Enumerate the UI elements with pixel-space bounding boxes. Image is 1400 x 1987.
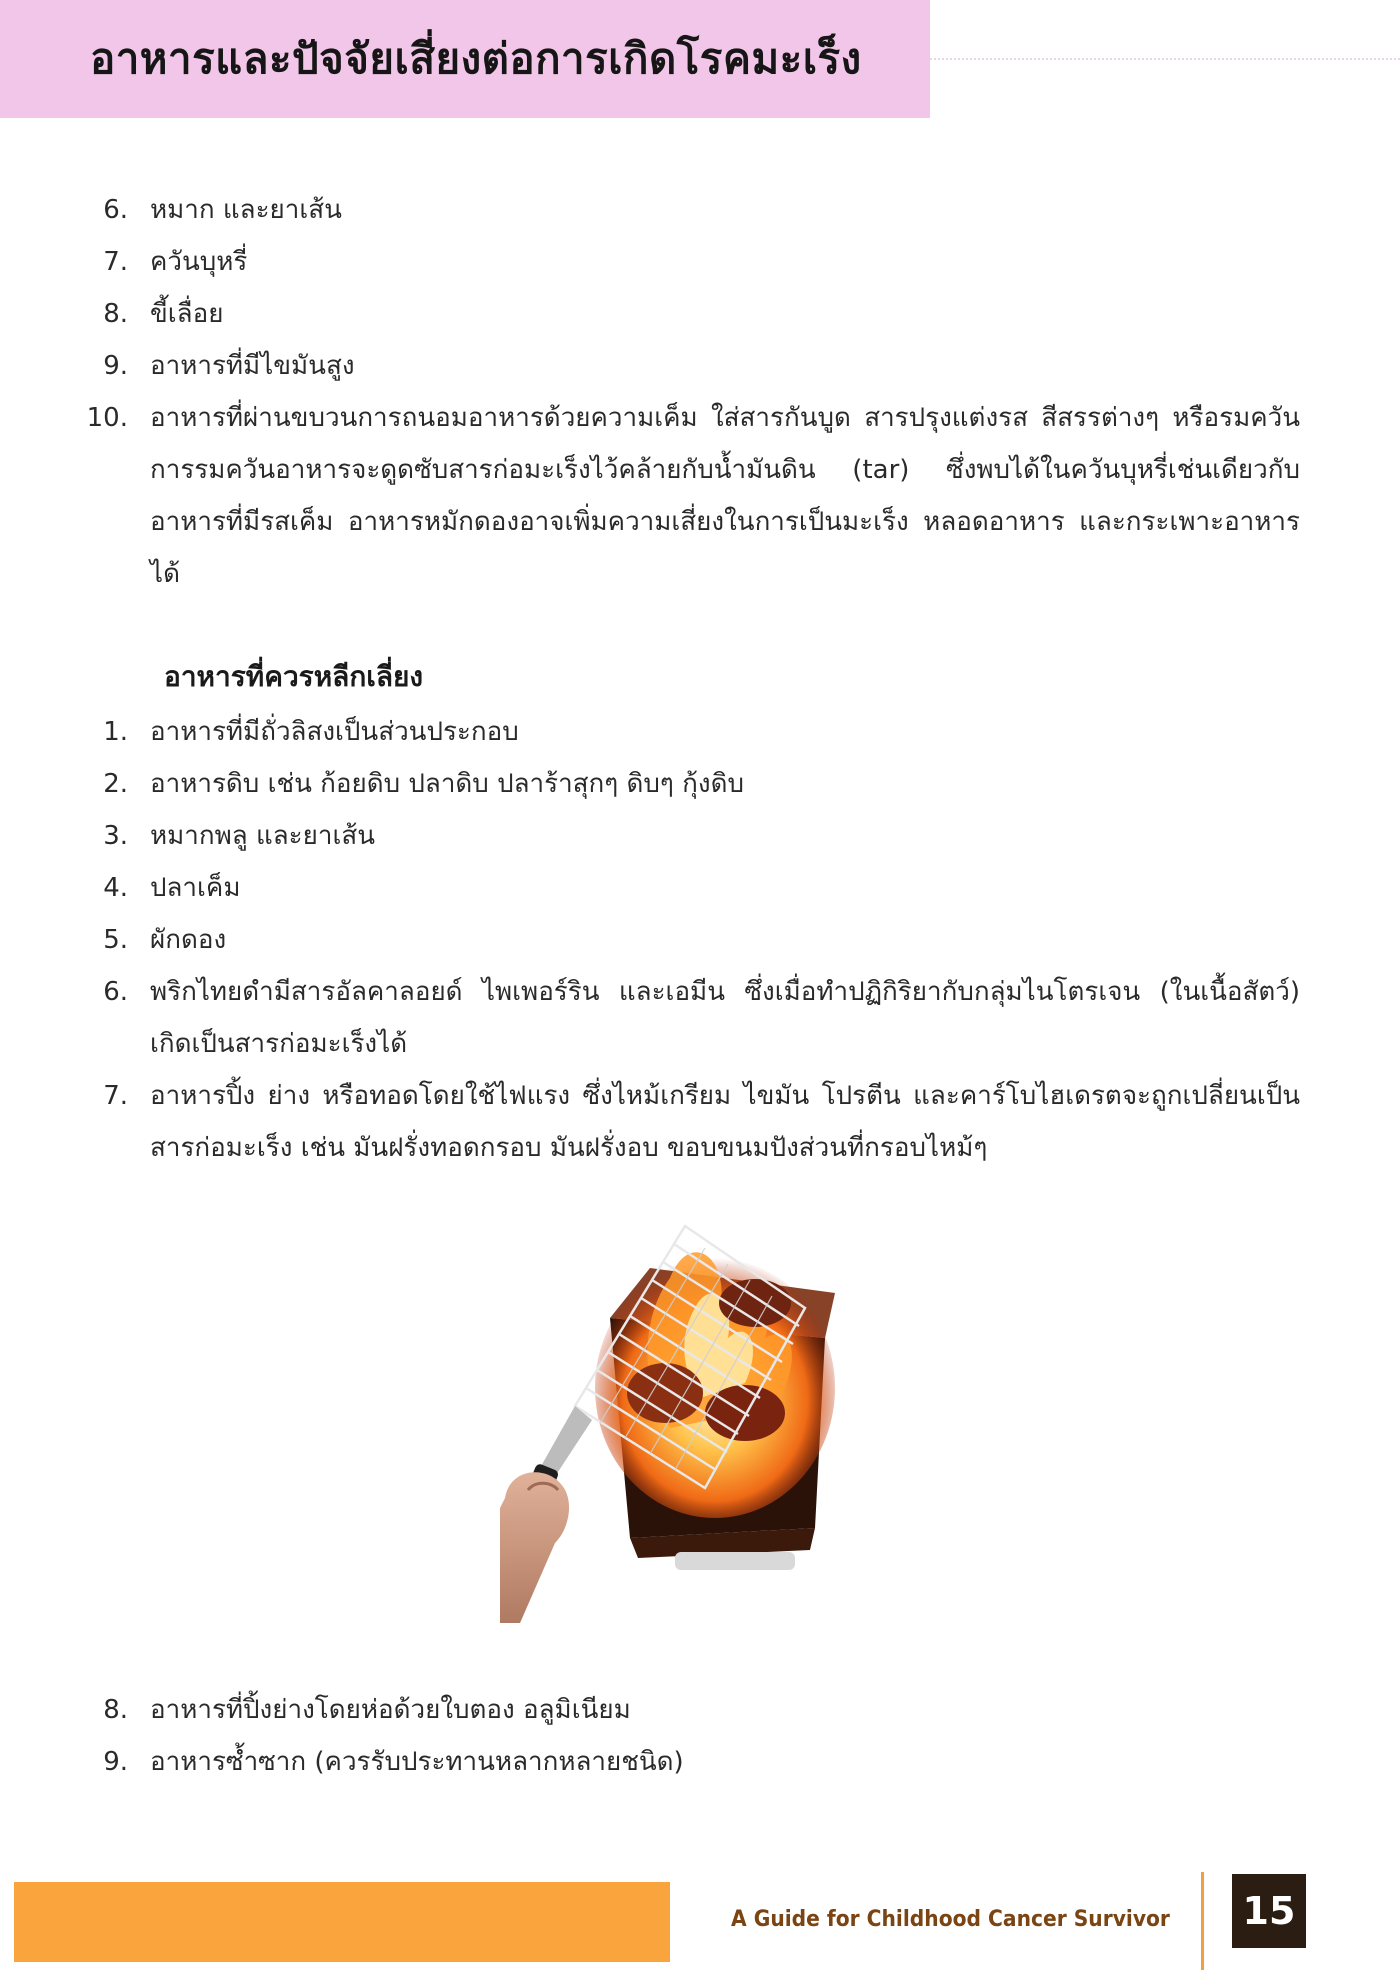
- list-item-number: 6.: [103, 195, 128, 225]
- section-heading-foods-to-avoid: อาหารที่ควรหลีกเลี่ยง: [164, 660, 424, 693]
- list-item-number: 9.: [103, 351, 128, 381]
- list-item-number: 9.: [103, 1747, 128, 1777]
- list-item-text: หมาก และยาเส้น: [150, 195, 342, 225]
- footer-guide-text: A Guide for Childhood Cancer Survivor: [731, 1907, 1170, 1932]
- list-item-text: อาหารที่มีไขมันสูง: [150, 351, 355, 381]
- list-item-number: 3.: [103, 821, 128, 851]
- list-item-text: อาหารที่ปิ้งย่างโดยห่อด้วยใบตอง อลูมิเนียม: [150, 1695, 631, 1725]
- list-item-text: อาหารดิบ เช่น ก้อยดิบ ปลาดิบ ปลาร้าสุกๆ ดิบๆ กุ้งดิบ: [150, 769, 744, 799]
- foods-to-avoid-list-continued: [0, 1684, 1400, 1788]
- header-dotted-line: [930, 58, 1400, 60]
- list-item: [0, 1070, 1400, 1174]
- list-item-number: 2.: [103, 769, 128, 799]
- list-item-text: ควันบุหรี่: [150, 247, 248, 277]
- list-item-number: 7.: [103, 247, 128, 277]
- list-item-number: 1.: [103, 717, 128, 747]
- list-item: [0, 184, 1400, 236]
- foods-to-avoid-list: [0, 706, 1400, 1174]
- footer-band: [14, 1882, 670, 1962]
- grill-photo: [500, 1198, 900, 1638]
- list-item-text: หมากพลู และยาเส้น: [150, 821, 375, 851]
- grill-stand: [675, 1552, 795, 1570]
- footer-divider: [1201, 1872, 1204, 1970]
- list-item: [0, 340, 1400, 392]
- list-item-number: 7.: [103, 1081, 128, 1111]
- list-item-number: 6.: [103, 977, 128, 1007]
- list-item-number: 8.: [103, 299, 128, 329]
- list-item: [0, 392, 1400, 600]
- list-item: [0, 914, 1400, 966]
- list-item: [0, 810, 1400, 862]
- list-item: [0, 758, 1400, 810]
- list-item-text: ผักดอง: [150, 925, 227, 955]
- list-item-text: ขี้เลื่อย: [150, 299, 224, 329]
- list-item: [0, 1684, 1400, 1736]
- list-item: [0, 966, 1400, 1070]
- list-item-text: อาหารปิ้ง ย่าง หรือทอดโดยใช้ไฟแรง ซึ่งไหม้เกรียม ไขมัน โปรตีน และคาร์โบไฮเดรตจะถูกเปลี่ยนเป็นสารก่อมะเร็ง เช่น มันฝรั่งทอดกรอบ มันฝรั่งอบ ขอบขนมปังส่วนที่กรอบไหม้ๆ: [150, 1081, 1300, 1163]
- list-item: [0, 288, 1400, 340]
- list-item: [0, 862, 1400, 914]
- list-item-text: อาหารที่ผ่านขบวนการถนอมอาหารด้วยความเค็ม ใส่สารกันบูด สารปรุงแต่งรส สีสรรต่างๆ หรือรมควัน การรมควันอาหารจะดูดซับสารก่อมะเร็งไว้คล้ายกับน้ำมันดิน (tar) ซึ่งพบได้ในควันบุหรี่เช่นเดียวกับอาหารที่มีรสเค็ม อาหารหมักดองอาจเพิ่มความเสี่ยงในการเป็นมะเร็ง หลอดอาหาร และกระเพาะอาหารได้: [150, 403, 1300, 589]
- page-number: 15: [1232, 1874, 1306, 1948]
- list-item-number: 4.: [103, 873, 128, 903]
- page-title: อาหารและปัจจัยเสี่ยงต่อการเกิดโรคมะเร็ง: [90, 34, 862, 83]
- list-item-number: 5.: [103, 925, 128, 955]
- hand-holding-grill: [500, 1472, 569, 1623]
- list-item: [0, 236, 1400, 288]
- list-item-text: อาหารซ้ำซาก (ควรรับประทานหลากหลายชนิด): [150, 1747, 684, 1777]
- list-item-text: พริกไทยดำมีสารอัลคาลอยด์ ไพเพอร์ริน และเอมีน ซึ่งเมื่อทำปฏิกิริยากับกลุ่มไนโตรเจน (ในเนื้อสัตว์) เกิดเป็นสารก่อมะเร็งได้: [150, 977, 1300, 1059]
- list-item-text: อาหารที่มีถั่วลิสงเป็นส่วนประกอบ: [150, 717, 519, 747]
- list-item: [0, 706, 1400, 758]
- list-item: [0, 1736, 1400, 1788]
- list-item-text: ปลาเค็ม: [150, 873, 241, 903]
- risk-factor-list: [0, 184, 1400, 600]
- list-item-number: 10.: [86, 403, 128, 433]
- list-item-number: 8.: [103, 1695, 128, 1725]
